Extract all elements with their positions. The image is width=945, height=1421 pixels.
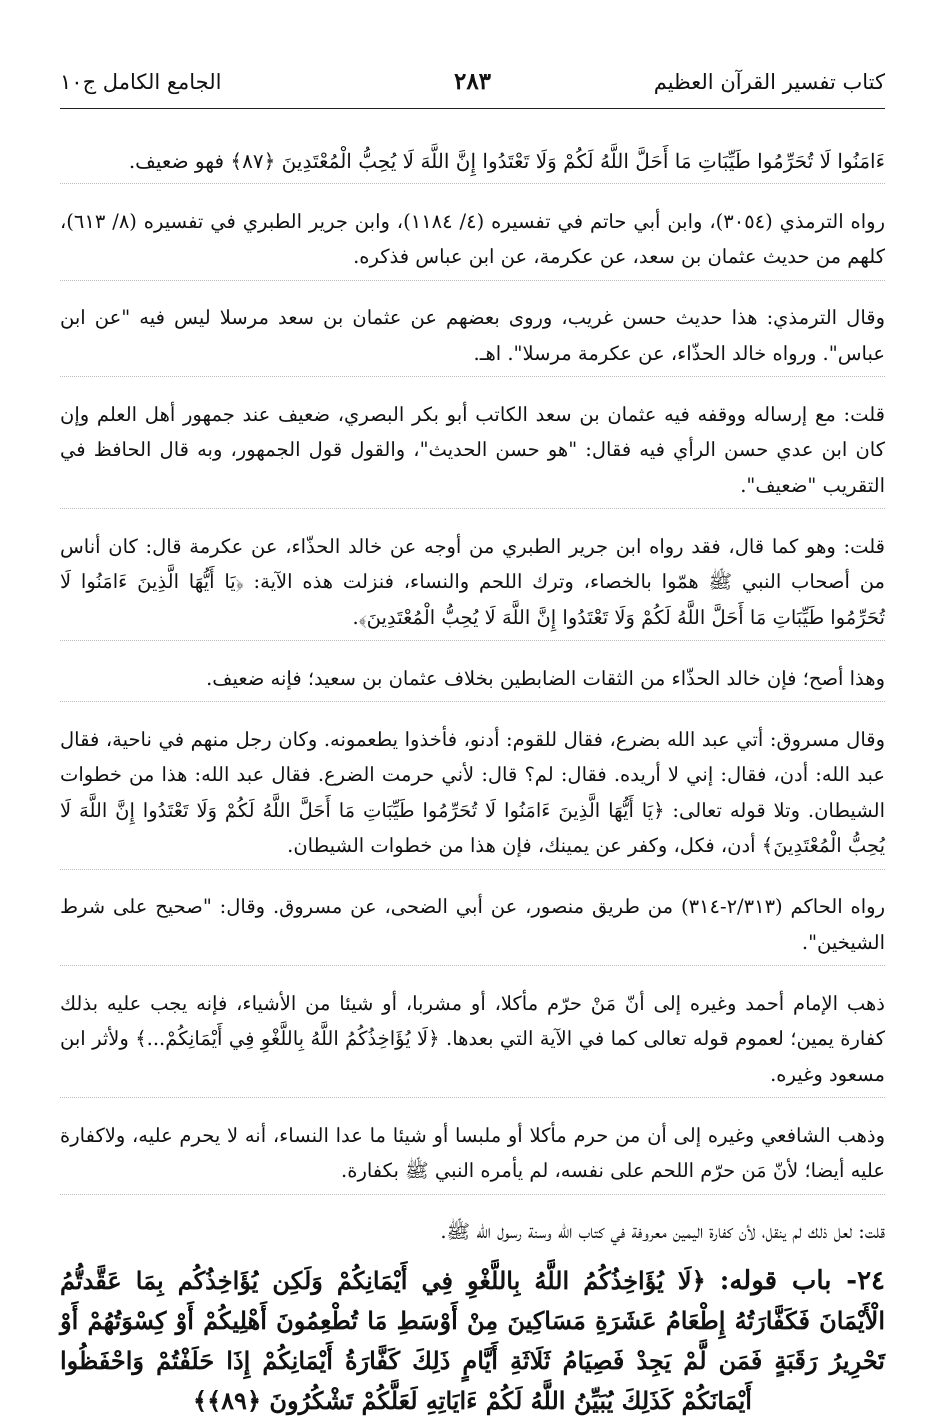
paragraph: وهذا أصح؛ فإن خالد الحذّاء من الثقات الضابطين بخلاف عثمان بن سعيد؛ فإنه ضعيف. [60,661,885,703]
paragraph: وقال مسروق: أتي عبد الله بضرع، فقال للقوم: أدنو، فأخذوا يطعمونه. وكان رجل منهم في ناحية، فقال عبد الله: أدن، فقال: إني لا أريده. فقال: لم؟ قال: لأني حرمت الضرع. فقال عبد الله: هذا من خطوات الشيطان. وتلا قوله تعالى: ﴿يَا أَيُّهَا الَّذِينَ ءَامَنُوا لَا تُحَرِّمُوا طَيِّبَاتِ مَا أَحَلَّ اللَّهُ لَكُمْ وَلَا تَعْتَدُوا إِنَّ اللَّهَ لَا يُحِبُّ الْمُعْتَدِينَ﴾ أدن، فكل، وكفر عن يمينك، فإن هذا من خطوات الشيطان. [60,722,885,870]
paragraph: رواه الحاكم (٢/٣١٣-٣١٤) من طريق منصور، عن أبي الضحى، عن مسروق. وقال: "صحيح على شرط الشيخين". [60,889,885,966]
chapter-verse: ﴿لَا يُؤَاخِذُكُمُ اللَّهُ بِاللَّغْوِ فِي أَيْمَانِكُمْ وَلَكِن يُؤَاخِذُكُم بِمَا عَقَّدتُّمُ الْأَيْمَانَ فَكَفَّارَتُهُ إِطْعَامُ عَشَرَةِ مَسَاكِينَ مِنْ أَوْسَطِ مَا تُطْعِمُونَ أَهْلِيكُمْ أَوْ كِسْوَتُهُمْ أَوْ تَحْرِيرُ رَقَبَةٍ فَمَن لَّمْ يَجِدْ فَصِيَامُ ثَلَاثَةِ أَيَّامٍ ذَلِكَ كَفَّارَةُ أَيْمَانِكُمْ إِذَا حَلَفْتُمْ وَاحْفَظُوا أَيْمَانَكُمْ كَذَلِكَ يُبَيِّنُ اللَّهُ لَكُمْ ءَايَاتِهِ لَعَلَّكُمْ تَشْكُرُونَ ﴿٨٩﴾﴾ [60,1265,885,1415]
paragraph: رواه الترمذي (٣٠٥٤)، وابن أبي حاتم في تفسيره (٤/ ١١٨٤)، وابن جرير الطبري في تفسيره (٨/ ٦١٣)، كلهم من حديث عثمان بن سعد، عن عكرمة، عن ابن عباس فذكره. [60,204,885,281]
chapter-heading [60,1261,885,1421]
page-number: ٢٨٣ [453,68,492,95]
paragraph: قلت: لعل ذلك لم ينقل، لأن كفارة اليمين معروفة في كتاب الله وسنة رسول الله ﷺ. [440,1220,885,1243]
paragraph: ءَامَنُوا لَا تُحَرِّمُوا طَيِّبَاتِ مَا أَحَلَّ اللَّهُ لَكُمْ وَلَا تَعْتَدُوا إِنَّ اللَّهَ لَا يُحِبُّ الْمُعْتَدِينَ ﴿٨٧﴾ فهو ضعيف. [60,144,885,184]
paragraph: قلت: مع إرساله ووقفه فيه عثمان بن سعد الكاتب أبو بكر البصري، ضعيف عند جمهور أهل العلم وإن كان ابن عدي حسن الرأي فيه فقال: "هو حسن الحديث"، والقول قول الجمهور، وبه قال الحافظ في التقريب "ضعيف". [60,397,885,510]
page-header [60,62,885,109]
chapter-number: ٢٤- باب قوله: [719,1265,886,1296]
paragraph: قلت: وهو كما قال، فقد رواه ابن جرير الطبري من أوجه عن خالد الحذّاء، عن عكرمة قال: كان أناس من أصحاب النبي ﷺ همّوا بالخصاء، وترك اللحم والنساء، فنزلت هذه الآية: ﴿يَا أَيُّهَا الَّذِينَ ءَامَنُوا لَا تُحَرِّمُوا طَيِّبَاتِ مَا أَحَلَّ اللَّهُ لَكُمْ وَلَا تَعْتَدُوا إِنَّ اللَّهَ لَا يُحِبُّ الْمُعْتَدِينَ﴾. [60,529,885,642]
book-title: كتاب تفسير القرآن العظيم [653,70,885,94]
volume-label: الجامع الكامل ج١٠ [60,70,222,94]
paragraph: ذهب الإمام أحمد وغيره إلى أنّ مَنْ حرّم مأكلا، أو مشربا، أو شيئا من الأشياء، فإنه يجب عليه بذلك كفارة يمين؛ لعموم قوله تعالى كما في الآية التي بعدها. ﴿لَا يُؤَاخِذُكُمُ اللَّهُ بِاللَّغْوِ فِي أَيْمَانِكُمْ...﴾ ولأثر ابن مسعود وغيره. [60,986,885,1099]
page-body [60,124,885,1421]
paragraph: وذهب الشافعي وغيره إلى أن من حرم مأكلا أو ملبسا أو شيئا ما عدا النساء، أنه لا يحرم عليه، ولاكفارة عليه أيضا؛ لأنّ مَن حرّم اللحم على نفسه، لم يأمره النبي ﷺ بكفارة. [60,1118,885,1195]
paragraph: وقال الترمذي: هذا حديث حسن غريب، وروى بعضهم عن عثمان بن سعد مرسلا ليس فيه "عن ابن عباس". ورواه خالد الحذّاء، عن عكرمة مرسلا". اهـ. [60,300,885,377]
